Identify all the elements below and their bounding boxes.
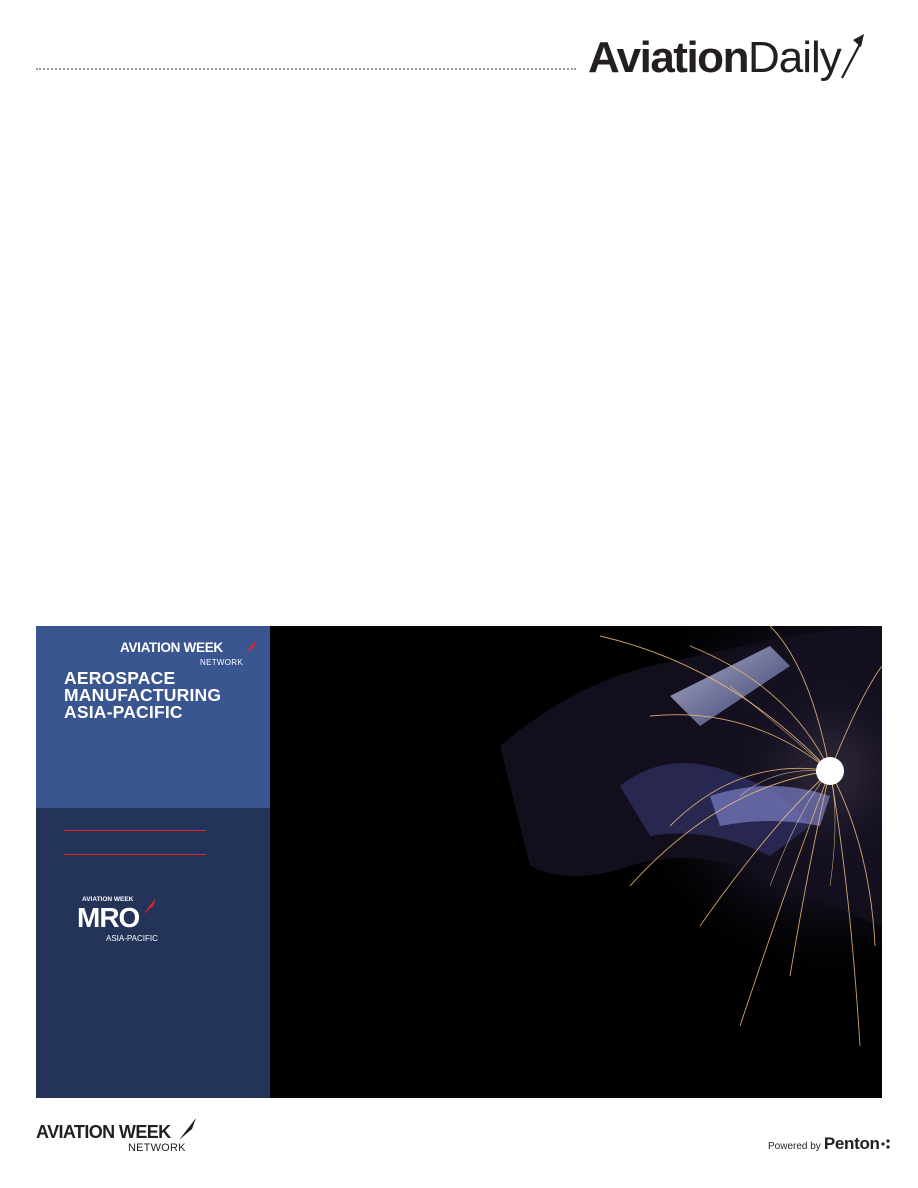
mro-asia-pacific-logo	[76, 894, 166, 954]
event-title	[64, 670, 264, 721]
aw-arrow-icon	[244, 638, 258, 656]
red-divider	[64, 854, 206, 855]
banner-panel-top	[36, 626, 270, 808]
powered-by-penton	[768, 1134, 898, 1158]
red-divider	[64, 830, 206, 831]
event-banner	[36, 626, 882, 1098]
aviation-daily-logo	[588, 30, 888, 86]
brand-light-text: Daily	[747, 33, 841, 82]
footer-aw-arrow-icon	[178, 1116, 198, 1142]
powered-by-label: Powered by	[768, 1141, 821, 1152]
brand-arrow-icon	[839, 30, 865, 82]
brand-bold-text: Aviation	[588, 33, 748, 82]
footer-aviation-week-network-logo	[36, 1116, 206, 1160]
event-title-line: ASIA-PACIFIC	[64, 702, 183, 722]
footer-network-logo-sub: NETWORK	[128, 1142, 186, 1154]
mro-logo-top: AVIATION WEEK	[82, 896, 134, 903]
masthead-dotted-rule	[36, 68, 576, 70]
mro-arrow-icon	[142, 896, 158, 916]
footer-network-logo-name: AVIATION WEEK	[36, 1122, 171, 1142]
event-title-line: AEROSPACE	[64, 668, 176, 688]
penton-mark-icon	[881, 1139, 891, 1149]
network-logo-name: AVIATION WEEK	[120, 640, 223, 655]
welding-photo	[270, 626, 882, 1098]
penton-logo-text: Penton	[823, 1134, 880, 1153]
network-logo-sub: NETWORK	[200, 658, 243, 667]
mro-logo-main: MRO	[77, 902, 140, 933]
mro-logo-sub: ASIA-PACIFIC	[106, 934, 158, 943]
event-title-line: MANUFACTURING	[64, 685, 222, 705]
welding-sparks-image	[270, 626, 882, 1098]
